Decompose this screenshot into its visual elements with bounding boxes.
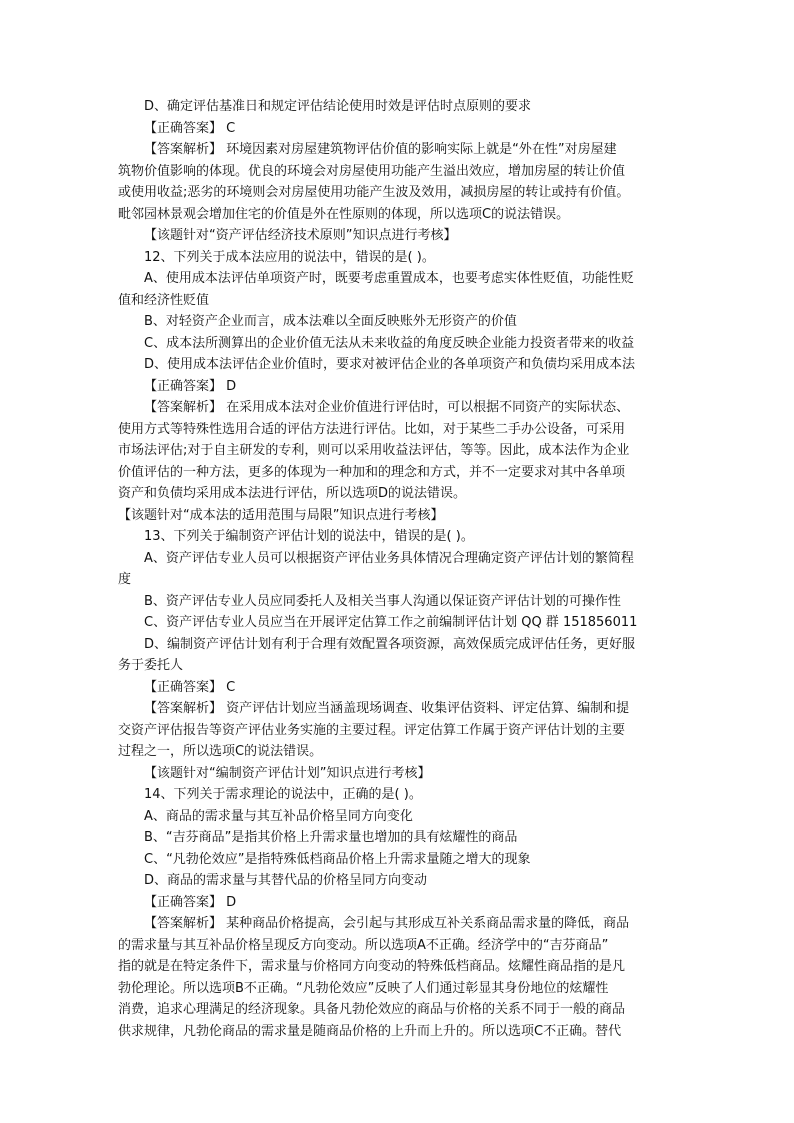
text-line: 【该题针对“编制资产评估计划”知识点进行考核】 [144, 765, 431, 781]
text-line: 14、下列关于需求理论的说法中，正确的是( )。 [144, 787, 422, 802]
text-line: 【答案解析】 资产评估计划应当涵盖现场调查、收集评估资料、评定估算、编制和提 [144, 701, 630, 716]
text-line: B、“吉芬商品”是指其价格上升需求量也增加的具有炫耀性的商品 [144, 830, 518, 845]
text-line: 使用方式等特殊性选用合适的评估方法进行评估。比如，对于某些二手办公设备，可采用 [118, 421, 626, 437]
text-line: A、资产评估专业人员可以根据资产评估业务具体情况合理确定资产评估计划的繁简程 [144, 550, 634, 566]
text-line: 毗邻园林景观会增加住宅的价值是外在性原则的体现，所以选项C的说法错误。 [118, 206, 570, 222]
text-line: C、“凡勃伦效应”是指特殊低档商品价格上升需求量随之增大的现象 [144, 851, 531, 867]
text-line: 或使用收益;恶劣的环境则会对房屋使用功能产生波及效用，减损房屋的转让或持有价值。 [118, 185, 630, 200]
text-line: B、资产评估专业人员应同委托人及相关当事人沟通以保证资产评估计划的可操作性 [144, 593, 621, 609]
text-line: 消费，追求心理满足的经济现象。具备凡勃伦效应的商品与价格的关系不同于一般的商品 [118, 1002, 626, 1017]
text-line: 【答案解析】 在采用成本法对企业价值进行评估时，可以根据不同资产的实际状态、 [144, 400, 630, 415]
text-line: 【答案解析】 环境因素对房屋建筑物评估价值的影响实际上就是“外在性”对房屋建 [144, 142, 617, 157]
text-line: D、使用成本法评估企业价值时，要求对被评估企业的各单项资产和负债均采用成本法 [144, 357, 636, 372]
text-line: D、商品的需求量与其替代品的价格呈同方向变动 [144, 873, 428, 888]
text-line: D、编制资产评估计划有利于合理有效配置各项资源，高效保质完成评估任务，更好服 [144, 636, 636, 652]
text-line: 【该题针对“成本法的适用范围与局限”知识点进行考核】 [118, 507, 444, 523]
text-line: D、确定评估基准日和规定评估结论使用时效是评估时点原则的要求 [144, 99, 532, 114]
text-line: A、使用成本法评估单项资产时，既要考虑重置成本，也要考虑实体性贬值，功能性贬 [144, 271, 634, 286]
text-line: 指的就是在特定条件下，需求量与价格同方向变动的特殊低档商品。炫耀性商品指的是凡 [118, 959, 626, 974]
text-line: 筑物价值影响的体现。优良的环境会对房屋使用功能产生溢出效应，增加房屋的转让价值 [118, 163, 626, 179]
text-line: 【正确答案】 C [144, 679, 236, 695]
text-line: 12、下列关于成本法应用的说法中，错误的是( )。 [144, 249, 435, 265]
text-line: 【该题针对“资产评估经济技术原则”知识点进行考核】 [144, 228, 457, 243]
text-line: C、资产评估专业人员应当在开展评定估算工作之前编制评估计划 QQ 群 151856011 [144, 615, 638, 630]
text-line: C、成本法所测算出的企业价值无法从未来收益的角度反映企业能力投资者带来的收益 [144, 335, 635, 351]
text-line: 的需求量与其互补品价格呈现反方向变动。所以选项A不正确。经济学中的“吉芬商品” [118, 937, 609, 953]
text-line: A、商品的需求量与其互补品价格呈同方向变化 [144, 808, 413, 824]
text-line: 市场法评估;对于自主研发的专利，则可以采用收益法评估，等等。因此，成本法作为企业 [118, 443, 630, 458]
text-line: 【正确答案】 C [144, 120, 236, 136]
text-line: 值和经济性贬值 [118, 292, 210, 308]
text-line: 价值评估的一种方法，更多的体现为一种加和的理念和方式，并不一定要求对其中各单项 [118, 464, 626, 480]
text-line: 13、下列关于编制资产评估计划的说法中，错误的是( )。 [144, 529, 474, 544]
document-page [118, 96, 678, 1042]
text-line: 【正确答案】 D [144, 378, 237, 394]
text-line: 供求规律，凡勃伦商品的需求量是随商品价格的上升而上升的。所以选项C不正确。替代 [118, 1023, 622, 1039]
text-line: 务于委托人 [118, 658, 184, 673]
text-line: 资产和负债均采用成本法进行评估，所以选项D的说法错误。 [118, 486, 467, 501]
text-line: B、对轻资产企业而言，成本法难以全面反映账外无形资产的价值 [144, 314, 517, 329]
text-line: 勃伦理论。所以选项B不正确。“凡勃伦效应”反映了人们通过彰显其身份地位的炫耀性 [118, 980, 609, 996]
text-line: 过程之一，所以选项C的说法错误。 [118, 744, 323, 759]
text-line: 【答案解析】 某种商品价格提高，会引起与其形成互补关系商品需求量的降低，商品 [144, 916, 630, 931]
text-line: 交资产评估报告等资产评估业务实施的主要过程。评定估算工作属于资产评估计划的主要 [118, 722, 626, 738]
text-line: 【正确答案】 D [144, 894, 237, 910]
text-line: 度 [118, 572, 132, 587]
